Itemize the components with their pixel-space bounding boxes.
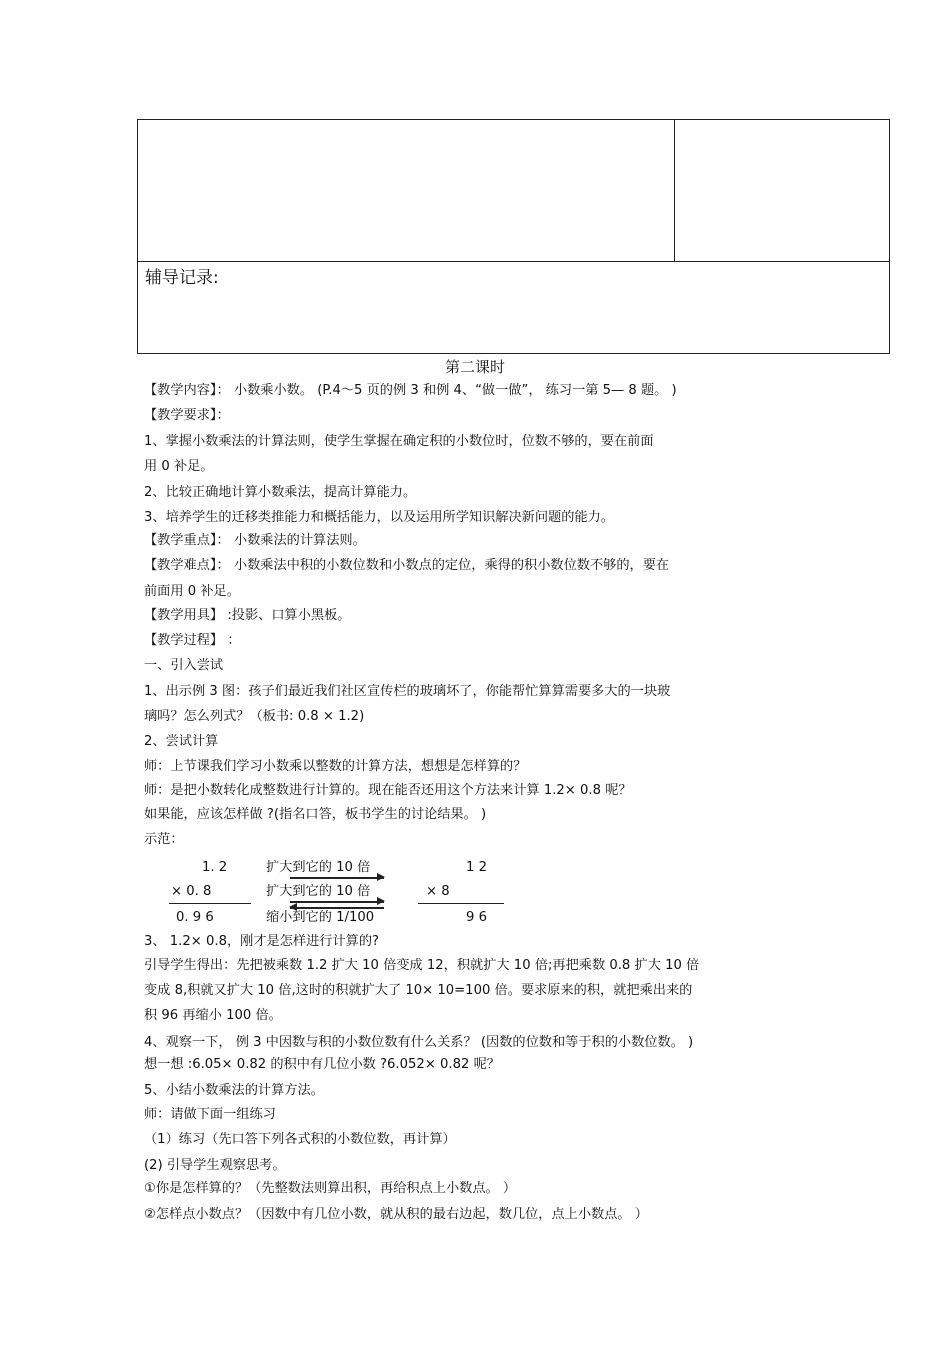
text-line: 师：请做下面一组练习 (144, 1107, 276, 1122)
demo-right-product: 9 6 (466, 910, 487, 925)
text-line: 1、掌握小数乘法的计算法则，使学生掌握在确定积的小数位时，位数不够的，要在前面 (144, 434, 654, 449)
text-line: 璃吗？怎么列式？（板书: 0.8 × 1.2) (144, 709, 365, 724)
text-line: 【教学难点】： 小数乘法中积的小数位数和小数点的定位，乘得的积小数位数不够的，要在 (144, 558, 670, 573)
text-line: 示范： (144, 832, 184, 847)
table-left-border (137, 119, 138, 354)
text-line: 前面用 0 补足。 (144, 584, 240, 599)
text-line: (2) 引导学生观察思考。 (144, 1158, 286, 1173)
table-row-divider (137, 261, 890, 262)
text-line: 【教学内容】： 小数乘小数。 (P.4～5 页的例 3 和例 4、“做一做”， 练习一第 5— 8 题。 ) (144, 383, 677, 398)
demo-right-multiplicand: 1 2 (466, 860, 487, 875)
text-line: 引导学生得出：先把被乘数 1.2 扩大 10 倍变成 12，积就扩大 10 倍;再把乘数 0.8 扩大 10 倍 (144, 958, 700, 973)
demo-left-multiplicand: 1. 2 (202, 860, 228, 875)
table-top-border (137, 119, 890, 120)
text-line: 积 96 再缩小 100 倍。 (144, 1008, 282, 1023)
text-line: 2、尝试计算 (144, 734, 219, 749)
text-line: 3、 1.2× 0.8，刚才是怎样进行计算的? (144, 934, 380, 949)
demo-left-product: 0. 9 6 (176, 910, 214, 925)
demo-note-expand-2: 扩大到它的 10 倍 (266, 884, 371, 899)
table-bottom-border (137, 353, 890, 354)
demo-note-shrink: 缩小到它的 1/100 (266, 910, 375, 925)
text-line: 【教学重点】： 小数乘法的计算法则。 (144, 533, 366, 548)
text-line: 5、小结小数乘法的计算方法。 (144, 1083, 324, 1098)
text-line: 【教学用具】 :投影、口算小黑板。 (144, 608, 351, 623)
text-line: （1）练习（先口答下列各式积的小数位数，再计算） (144, 1132, 456, 1147)
demo-left-multiplier: × 0. 8 (171, 884, 212, 899)
demo-right-multiplier: × 8 (426, 884, 450, 899)
demo-right-rule (418, 903, 504, 904)
demo-left-rule (169, 903, 251, 904)
text-line: 变成 8,积就又扩大 10 倍,这时的积就扩大了 10× 10=100 倍。要求原来的积，就把乘出来的 (144, 983, 693, 998)
arrow-right-1 (290, 877, 384, 879)
text-line: 4、观察一下， 例 3 中因数与积的小数位数有什么关系？ (因数的位数和等于积的小数位数。 ) (144, 1035, 694, 1050)
text-line: 如果能，应该怎样做 ?(指名口答，板书学生的讨论结果。 ) (144, 807, 487, 822)
lesson-title: 第二课时 (444, 358, 505, 376)
text-line: 3、培养学生的迁移类推能力和概括能力，以及运用所学知识解决新问题的能力。 (144, 510, 614, 525)
text-line: 2、比较正确地计算小数乘法，提高计算能力。 (144, 485, 417, 500)
arrow-left (290, 907, 384, 909)
text-line: ②怎样点小数点？（因数中有几位小数，就从积的最右边起，数几位，点上小数点。 ） (144, 1207, 648, 1222)
text-line: 师：上节课我们学习小数乘以整数的计算方法，想想是怎样算的？ (144, 759, 527, 774)
demo-note-expand-1: 扩大到它的 10 倍 (266, 860, 371, 875)
text-line: 想一想 :6.05× 0.82 的积中有几位小数 ?6.052× 0.82 呢？ (144, 1057, 500, 1072)
text-line: 师：是把小数转化成整数进行计算的。现在能否还用这个方法来计算 1.2× 0.8 呢？ (144, 783, 632, 798)
text-line: ①你是怎样算的？（先整数法则算出积，再给积点上小数点。 ） (144, 1181, 517, 1196)
text-line: 一、引入尝试 (144, 658, 224, 673)
table-column-divider (674, 119, 675, 262)
text-line: 【教学过程】 ： (144, 633, 241, 648)
text-line: 用 0 补足。 (144, 459, 214, 474)
table-right-border (889, 119, 890, 354)
record-label: 辅导记录: (145, 268, 219, 288)
arrow-right-2 (290, 901, 384, 903)
text-line: 【教学要求】： (144, 408, 230, 423)
text-line: 1、出示例 3 图：孩子们最近我们社区宣传栏的玻璃坏了，你能帮忙算算需要多大的一块玻 (144, 684, 671, 699)
